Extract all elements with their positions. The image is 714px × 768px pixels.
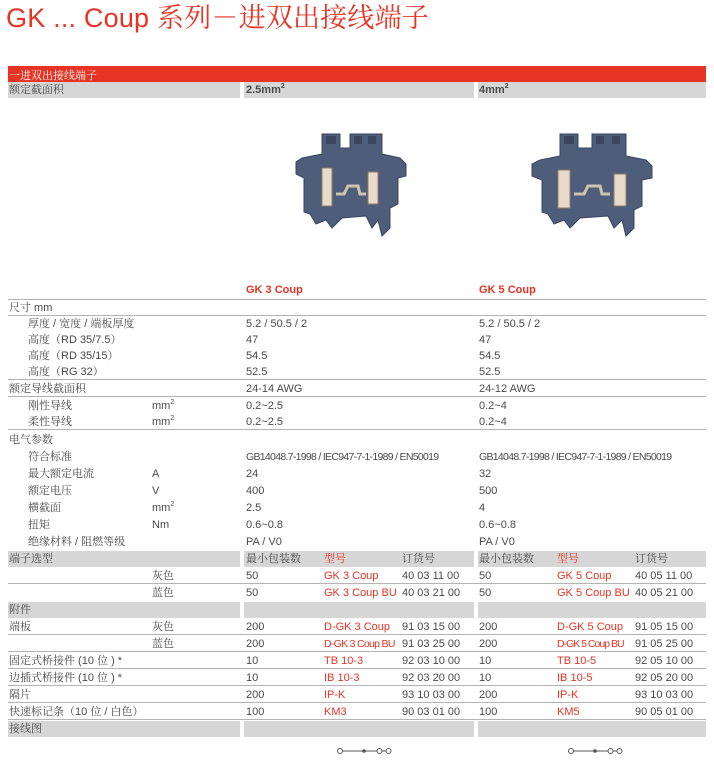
terminal-block-image-a: [282, 128, 422, 248]
spec-row: 扭矩 Nm 0.6~0.8 0.6~0.8: [28, 519, 517, 531]
spec-row: 柔性导线 $mm^2$ 0.2~2.5 0.2~4: [8, 414, 706, 430]
spec-row: 尺寸 mm: [8, 300, 706, 316]
accessory-row: 隔片 200 IP-K 93 10 03 00 200 IP-K 93 10 03 00: [8, 687, 706, 703]
size-a: $2.5mm^2$: [246, 83, 285, 96]
spec-row: 高度（RD 35/15） 54.5 54.5: [28, 350, 501, 362]
wiring-diagram-b: [567, 744, 627, 758]
product-name-b: GK 5 Coup: [479, 284, 536, 296]
accessory-row: 端板 灰色 200 D-GK 3 Coup 91 03 15 00 200 D-GK 5 Coup 91 05 15 00: [8, 619, 706, 635]
section-header-bar: [8, 66, 706, 82]
accessory-row: 固定式桥接件 (10 位 ) * 10 TB 10-3 92 03 10 00 10 TB 10-5 92 05 10 00: [8, 653, 706, 669]
rated-section-label: 额定截面积: [9, 84, 64, 96]
accessory-row: 边插式桥接件 (10 位 ) * 10 IB 10-3 92 03 20 00 10 IB 10-5 92 05 20 00: [8, 670, 706, 686]
spec-row: 高度（RD 35/7.5） 47 47: [28, 334, 492, 346]
spec-row: 刚性导线 $mm^2$ 0.2~2.5 0.2~4: [28, 399, 507, 412]
spec-row: 额定电压 V 400 500: [28, 485, 498, 497]
rated-section-row: [8, 82, 706, 98]
accessory-row: 快速标记条（10 位 / 白色） 100 KM3 90 03 01 00 100 KM5 90 05 01 00: [8, 704, 706, 720]
spec-row: 厚度 / 宽度 / 端板厚度 5.2 / 50.5 / 2 5.2 / 50.5 / 2: [28, 318, 541, 330]
product-name-row: [8, 282, 706, 300]
spec-row: 高度（RG 32） 52.5 52.5: [8, 364, 706, 380]
selection-header-row: 端子选型 最小包装数 型号 订货号 最小包装数 型号 订货号: [8, 551, 706, 567]
section-label: 一进双出接线端子: [9, 70, 97, 82]
wiring-diagram-a: [336, 744, 396, 758]
wiring-header-row: 接线图: [8, 721, 706, 737]
selection-row: 蓝色 50 GK 3 Coup BU 40 03 21 00 50 GK 5 Coup BU 40 05 21 00: [152, 587, 694, 599]
spec-row: 横截面 $mm^2$ 2.5 4: [28, 501, 486, 514]
spec-row: 符合标准 GB14048.7-1998 / IEC947-7-1-1989 / EN50019 GB14048.7-1998 / IEC947-7-1-1989 / EN50019: [28, 451, 672, 463]
product-name-a: GK 3 Coup: [246, 284, 303, 296]
terminal-block-image-b: [522, 128, 662, 248]
spec-row: 电气参数: [9, 434, 53, 446]
size-b: $4mm^2$: [479, 83, 509, 96]
accessory-row: 蓝色 200 D-GK 3 Coup BU 91 03 25 00 200 D-GK 5 Coup BU 91 05 25 00: [8, 636, 706, 652]
spec-row: 绝缘材料 / 阻燃等级 PA / V0 PA / V0: [28, 536, 515, 548]
accessories-header-row: 附件: [8, 602, 706, 618]
spec-row: 额定导线截面积 24-14 AWG 24-12 AWG: [8, 381, 706, 397]
page-title: GK ... Coup 系列－进双出接线端子: [6, 3, 429, 33]
spec-row: 最大额定电流 A 24 32: [28, 468, 492, 480]
selection-row: 灰色 50 GK 3 Coup 40 03 11 00 50 GK 5 Coup 40 05 11 00: [8, 568, 706, 584]
